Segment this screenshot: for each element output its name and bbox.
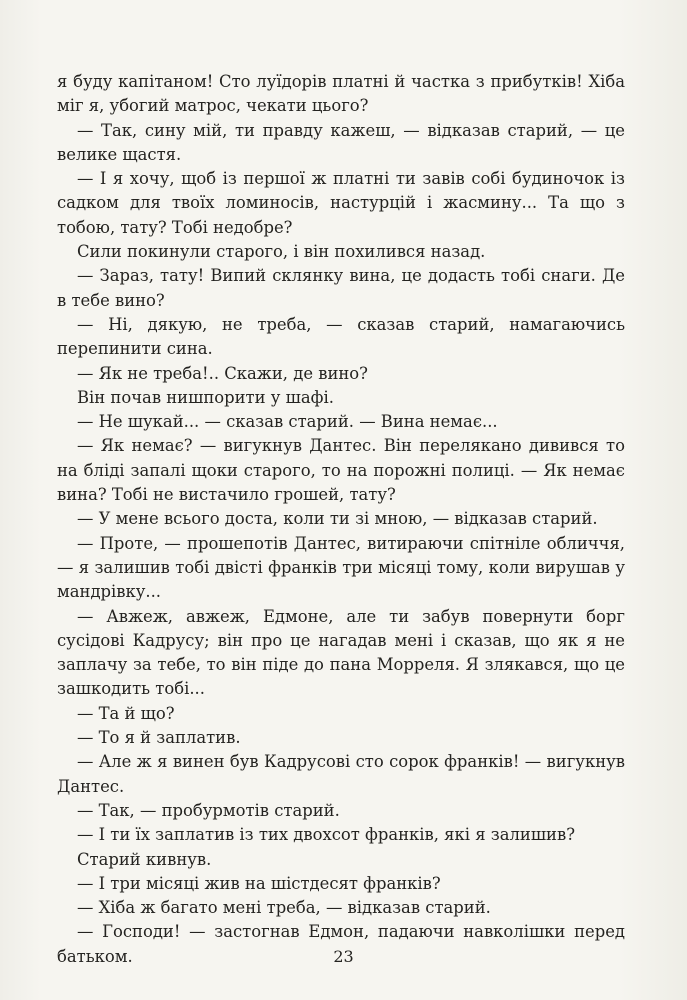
- paragraph-3: — І я хочу, щоб із першої ж платні ти завів собі будиночок із садком для твоїх ломиносів, настурцій і жасмину... Та що з тобою, тату? Тобі недобре?: [57, 169, 625, 237]
- paragraph-1: я буду капітаном! Сто луїдорів платні й частка з прибутків! Хіба міг я, убогий матрос, чекати цього?: [57, 72, 625, 116]
- paragraph-17: — Так, — пробурмотів старий.: [77, 800, 340, 820]
- paragraph-9: — Не шукай... — сказав старий. — Вина немає...: [77, 412, 498, 432]
- paragraph-18: — І ти їх заплатив із тих двохсот франків, які я залишив?: [77, 825, 575, 845]
- paragraph-7: — Як не треба!.. Скажи, де вино?: [77, 363, 368, 383]
- body-text: [57, 70, 625, 969]
- paragraph-21: — Хіба ж багато мені треба, — відказав старий.: [77, 898, 491, 918]
- paragraph-11: — У мене всього доста, коли ти зі мною, — відказав старий.: [77, 509, 598, 529]
- paragraph-19: Старий кивнув.: [77, 849, 212, 869]
- paragraph-13: — Авжеж, авжеж, Едмоне, але ти забув повернути борг сусідові Кадрусу; він про це нагадав мені і сказав, що як я не заплачу за тебе, то він піде до пана Морреля. Я злякався, що це зашкодить тобі...: [57, 606, 625, 699]
- paragraph-14: — Та й що?: [77, 703, 175, 723]
- paragraph-8: Він почав нишпорити у шафі.: [77, 387, 334, 407]
- paragraph-12: — Проте, — прошепотів Дантес, витираючи спітніле обличчя, — я залишив тобі двісті франків три місяці тому, коли вирушав у мандрівку...: [57, 533, 625, 602]
- paragraph-4: Сили покинули старого, і він похилився назад.: [77, 242, 486, 262]
- paragraph-6: — Ні, дякую, не треба, — сказав старий, намагаючись перепинити сина.: [57, 314, 625, 359]
- paragraph-5: — Зараз, тату! Випий склянку вина, це додасть тобі снаги. Де в тебе вино?: [57, 266, 625, 310]
- paragraph-20: — І три місяці жив на шістдесят франків?: [77, 873, 441, 893]
- paragraph-10: — Як немає? — вигукнув Дантес. Він перелякано дивився то на бліді запалі щоки старого, то на порожні полиці. — Як немає вина? Тобі не вистачило грошей, тату?: [57, 436, 625, 505]
- paragraph-2: — Так, сину мій, ти правду кажеш, — відказав старий, — це велике щастя.: [57, 120, 625, 164]
- paragraph-22: — Господи! — застогнав Едмон, падаючи навколішки перед батьком.: [57, 922, 625, 966]
- page-number: 23: [333, 947, 354, 966]
- paragraph-16: — Але ж я винен був Кадрусові сто сорок франків! — вигукнув Дантес.: [57, 752, 625, 796]
- paragraph-15: — То я й заплатив.: [77, 728, 241, 748]
